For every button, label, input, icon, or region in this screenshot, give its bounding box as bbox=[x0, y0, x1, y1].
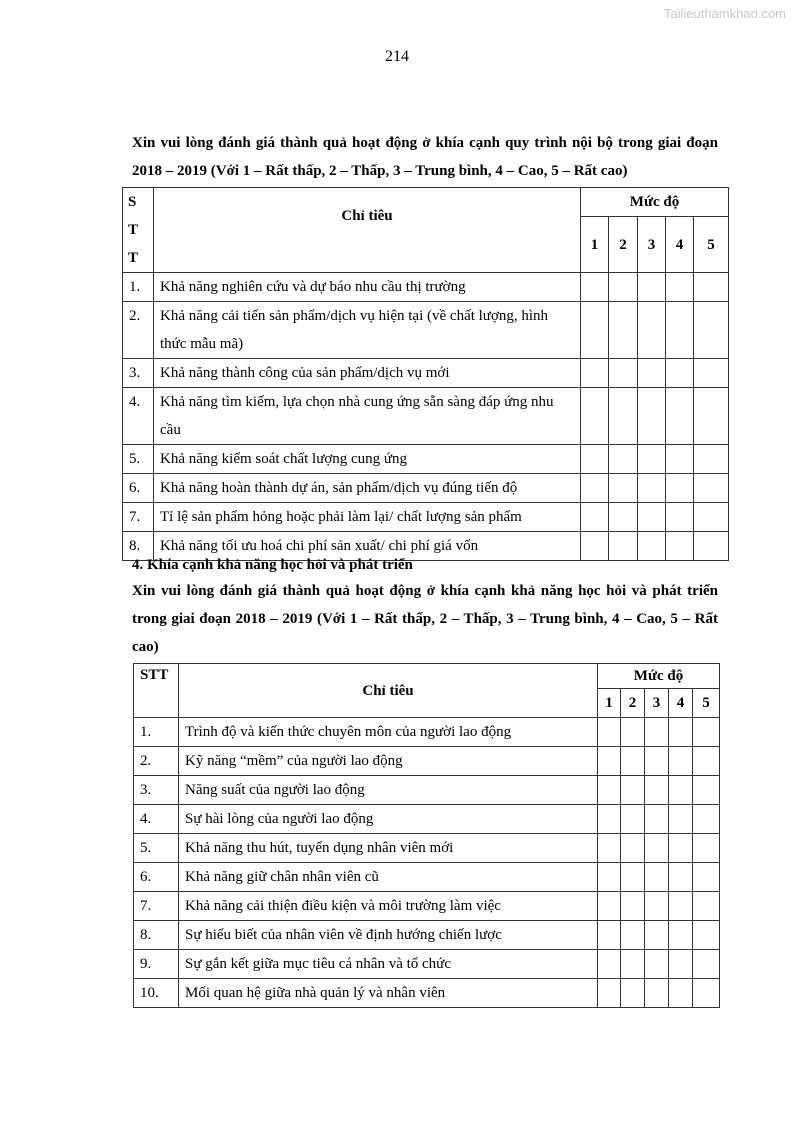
rating-cell-4[interactable] bbox=[669, 921, 693, 950]
rating-cell-4[interactable] bbox=[669, 776, 693, 805]
row-number: 8. bbox=[123, 532, 154, 561]
row-indicator: Khả năng kiểm soát chất lượng cung ứng bbox=[154, 445, 581, 474]
row-indicator: Trình độ và kiến thức chuyên môn của người lao động bbox=[179, 718, 598, 747]
internal-process-table bbox=[122, 187, 729, 561]
rating-cell-4[interactable] bbox=[666, 273, 694, 302]
rating-cell-5[interactable] bbox=[693, 892, 720, 921]
rating-cell-3[interactable] bbox=[638, 445, 666, 474]
level-header: Mức độ bbox=[581, 188, 729, 217]
row-number: 2. bbox=[134, 747, 179, 776]
level-1-header: 1 bbox=[581, 217, 609, 273]
level-4-header: 4 bbox=[666, 217, 694, 273]
section4-heading: 4. Khía cạnh khả năng học hỏi và phát triển bbox=[132, 557, 413, 573]
table-row bbox=[123, 359, 729, 388]
rating-cell-1[interactable] bbox=[598, 979, 621, 1008]
row-number: 4. bbox=[134, 805, 179, 834]
rating-cell-2[interactable] bbox=[621, 892, 645, 921]
rating-cell-5[interactable] bbox=[693, 950, 720, 979]
rating-cell-4[interactable] bbox=[669, 834, 693, 863]
rating-cell-1[interactable] bbox=[598, 921, 621, 950]
rating-cell-1[interactable] bbox=[581, 503, 609, 532]
rating-cell-1[interactable] bbox=[581, 302, 609, 359]
row-number: 9. bbox=[134, 950, 179, 979]
rating-cell-4[interactable] bbox=[669, 892, 693, 921]
row-indicator: Khả năng nghiên cứu và dự báo nhu cầu thị trường bbox=[154, 273, 581, 302]
rating-cell-1[interactable] bbox=[598, 776, 621, 805]
rating-cell-2[interactable] bbox=[609, 445, 638, 474]
row-indicator: Khả năng thành công của sản phẩm/dịch vụ mới bbox=[154, 359, 581, 388]
rating-cell-3[interactable] bbox=[638, 388, 666, 445]
rating-cell-5[interactable] bbox=[694, 445, 729, 474]
table-row bbox=[134, 834, 720, 863]
rating-cell-2[interactable] bbox=[621, 776, 645, 805]
row-number: 3. bbox=[134, 776, 179, 805]
table-row bbox=[123, 273, 729, 302]
table-row bbox=[134, 979, 720, 1008]
row-indicator: Khả năng giữ chân nhân viên cũ bbox=[179, 863, 598, 892]
rating-cell-3[interactable] bbox=[645, 834, 669, 863]
rating-cell-2[interactable] bbox=[609, 503, 638, 532]
rating-cell-1[interactable] bbox=[598, 950, 621, 979]
rating-cell-4[interactable] bbox=[669, 747, 693, 776]
row-number: 10. bbox=[134, 979, 179, 1008]
rating-cell-4[interactable] bbox=[669, 979, 693, 1008]
row-indicator: Kỹ năng “mềm” của người lao động bbox=[179, 747, 598, 776]
rating-cell-2[interactable] bbox=[609, 359, 638, 388]
rating-cell-3[interactable] bbox=[645, 747, 669, 776]
level-2-header: 2 bbox=[621, 689, 645, 718]
row-number: 3. bbox=[123, 359, 154, 388]
rating-cell-2[interactable] bbox=[609, 388, 638, 445]
table-row bbox=[134, 921, 720, 950]
row-number: 4. bbox=[123, 388, 154, 445]
learning-growth-table bbox=[133, 663, 720, 1008]
rating-cell-4[interactable] bbox=[666, 474, 694, 503]
rating-cell-4[interactable] bbox=[666, 445, 694, 474]
rating-cell-2[interactable] bbox=[621, 718, 645, 747]
rating-cell-3[interactable] bbox=[645, 863, 669, 892]
table-row bbox=[123, 474, 729, 503]
row-indicator: Sự gắn kết giữa mục tiêu cá nhân và tổ chức bbox=[179, 950, 598, 979]
rating-cell-4[interactable] bbox=[666, 388, 694, 445]
row-number: 6. bbox=[123, 474, 154, 503]
rating-cell-4[interactable] bbox=[666, 503, 694, 532]
rating-cell-1[interactable] bbox=[598, 863, 621, 892]
rating-cell-2[interactable] bbox=[621, 805, 645, 834]
table-row bbox=[134, 892, 720, 921]
rating-cell-2[interactable] bbox=[609, 273, 638, 302]
row-number: 1. bbox=[123, 273, 154, 302]
table-row bbox=[134, 776, 720, 805]
rating-cell-3[interactable] bbox=[645, 950, 669, 979]
level-2-header: 2 bbox=[609, 217, 638, 273]
rating-cell-5[interactable] bbox=[693, 979, 720, 1008]
rating-cell-4[interactable] bbox=[666, 359, 694, 388]
rating-cell-3[interactable] bbox=[645, 805, 669, 834]
rating-cell-2[interactable] bbox=[621, 950, 645, 979]
rating-cell-3[interactable] bbox=[645, 718, 669, 747]
rating-cell-1[interactable] bbox=[598, 747, 621, 776]
table-row bbox=[134, 863, 720, 892]
row-number: 1. bbox=[134, 718, 179, 747]
rating-cell-3[interactable] bbox=[638, 503, 666, 532]
rating-cell-1[interactable] bbox=[581, 445, 609, 474]
rating-cell-3[interactable] bbox=[638, 474, 666, 503]
row-number: 5. bbox=[123, 445, 154, 474]
row-number: 2. bbox=[123, 302, 154, 359]
row-number: 8. bbox=[134, 921, 179, 950]
rating-cell-5[interactable] bbox=[693, 718, 720, 747]
rating-cell-3[interactable] bbox=[638, 359, 666, 388]
stt-header: STT bbox=[134, 664, 179, 718]
row-indicator: Sự hài lòng của người lao động bbox=[179, 805, 598, 834]
rating-cell-3[interactable] bbox=[645, 776, 669, 805]
rating-cell-5[interactable] bbox=[694, 474, 729, 503]
row-indicator: Sự hiểu biết của nhân viên về định hướng chiến lược bbox=[179, 921, 598, 950]
rating-cell-4[interactable] bbox=[669, 805, 693, 834]
rating-cell-1[interactable] bbox=[598, 834, 621, 863]
rating-cell-2[interactable] bbox=[621, 979, 645, 1008]
row-indicator: Mối quan hệ giữa nhà quản lý và nhân viên bbox=[179, 979, 598, 1008]
rating-cell-4[interactable] bbox=[666, 302, 694, 359]
rating-cell-2[interactable] bbox=[621, 747, 645, 776]
rating-cell-5[interactable] bbox=[693, 921, 720, 950]
rating-cell-3[interactable] bbox=[645, 979, 669, 1008]
level-1-header: 1 bbox=[598, 689, 621, 718]
indicator-header: Chỉ tiêu bbox=[154, 188, 581, 273]
rating-cell-1[interactable] bbox=[598, 805, 621, 834]
rating-cell-3[interactable] bbox=[638, 273, 666, 302]
watermark: Tailieuthamkhao.com bbox=[663, 6, 786, 21]
row-number: 7. bbox=[123, 503, 154, 532]
indicator-header: Chỉ tiêu bbox=[179, 664, 598, 718]
level-header: Mức độ bbox=[598, 664, 720, 689]
table-row bbox=[123, 302, 729, 359]
rating-cell-2[interactable] bbox=[621, 921, 645, 950]
rating-cell-1[interactable] bbox=[598, 892, 621, 921]
rating-cell-4[interactable] bbox=[669, 718, 693, 747]
table-row bbox=[134, 805, 720, 834]
section4-intro: Xin vui lòng đánh giá thành quả hoạt động ở khía cạnh khả năng học hỏi và phát triển trong giai đoạn 2018 – 2019 (Với 1 – Rất thấp, 2 – Thấp, 3 – Trung bình, 4 – Cao, 5 – Rất cao) bbox=[132, 583, 718, 655]
page-number: 214 bbox=[385, 48, 409, 65]
rating-cell-5[interactable] bbox=[694, 503, 729, 532]
row-indicator: Khả năng cải thiện điều kiện và môi trường làm việc bbox=[179, 892, 598, 921]
row-indicator: Năng suất của người lao động bbox=[179, 776, 598, 805]
row-number: 6. bbox=[134, 863, 179, 892]
level-3-header: 3 bbox=[645, 689, 669, 718]
row-indicator: Khả năng hoàn thành dự án, sản phẩm/dịch vụ đúng tiến độ bbox=[154, 474, 581, 503]
row-indicator: Khả năng tìm kiếm, lựa chọn nhà cung ứng sẵn sàng đáp ứng nhu cầu bbox=[154, 388, 581, 445]
table-row bbox=[123, 388, 729, 445]
rating-cell-2[interactable] bbox=[609, 474, 638, 503]
rating-cell-2[interactable] bbox=[621, 834, 645, 863]
rating-cell-2[interactable] bbox=[609, 302, 638, 359]
row-indicator: Khả năng cải tiến sản phẩm/dịch vụ hiện tại (về chất lượng, hình thức mẫu mã) bbox=[154, 302, 581, 359]
level-3-header: 3 bbox=[638, 217, 666, 273]
rating-cell-3[interactable] bbox=[645, 892, 669, 921]
table-row bbox=[134, 950, 720, 979]
rating-cell-2[interactable] bbox=[621, 863, 645, 892]
level-5-header: 5 bbox=[694, 217, 729, 273]
rating-cell-3[interactable] bbox=[638, 302, 666, 359]
row-indicator: Khả năng tối ưu hoá chi phí sản xuất/ chi phí giá vốn bbox=[154, 532, 581, 561]
rating-cell-5[interactable] bbox=[694, 273, 729, 302]
row-indicator: Tỉ lệ sản phẩm hỏng hoặc phải làm lại/ chất lượng sản phẩm bbox=[154, 503, 581, 532]
section3-intro: Xin vui lòng đánh giá thành quả hoạt động ở khía cạnh quy trình nội bộ trong giai đoạn 2018 – 2019 (Với 1 – Rất thấp, 2 – Thấp, 3 – Trung bình, 4 – Cao, 5 – Rất cao) bbox=[132, 135, 718, 179]
rating-cell-5[interactable] bbox=[693, 776, 720, 805]
rating-cell-5[interactable] bbox=[693, 805, 720, 834]
rating-cell-4[interactable] bbox=[669, 863, 693, 892]
rating-cell-3[interactable] bbox=[645, 921, 669, 950]
rating-cell-4[interactable] bbox=[669, 950, 693, 979]
rating-cell-5[interactable] bbox=[693, 747, 720, 776]
rating-cell-5[interactable] bbox=[694, 388, 729, 445]
level-5-header: 5 bbox=[693, 689, 720, 718]
row-indicator: Khả năng thu hút, tuyển dụng nhân viên mới bbox=[179, 834, 598, 863]
table-row bbox=[123, 445, 729, 474]
rating-cell-1[interactable] bbox=[581, 474, 609, 503]
rating-cell-5[interactable] bbox=[694, 359, 729, 388]
rating-cell-5[interactable] bbox=[694, 302, 729, 359]
rating-cell-1[interactable] bbox=[581, 273, 609, 302]
table-row bbox=[123, 503, 729, 532]
table-row bbox=[134, 718, 720, 747]
level-4-header: 4 bbox=[669, 689, 693, 718]
table-row bbox=[134, 747, 720, 776]
row-number: 5. bbox=[134, 834, 179, 863]
rating-cell-1[interactable] bbox=[581, 359, 609, 388]
row-number: 7. bbox=[134, 892, 179, 921]
rating-cell-5[interactable] bbox=[693, 834, 720, 863]
rating-cell-5[interactable] bbox=[693, 863, 720, 892]
stt-header: S T T bbox=[123, 188, 154, 273]
rating-cell-1[interactable] bbox=[598, 718, 621, 747]
rating-cell-1[interactable] bbox=[581, 388, 609, 445]
